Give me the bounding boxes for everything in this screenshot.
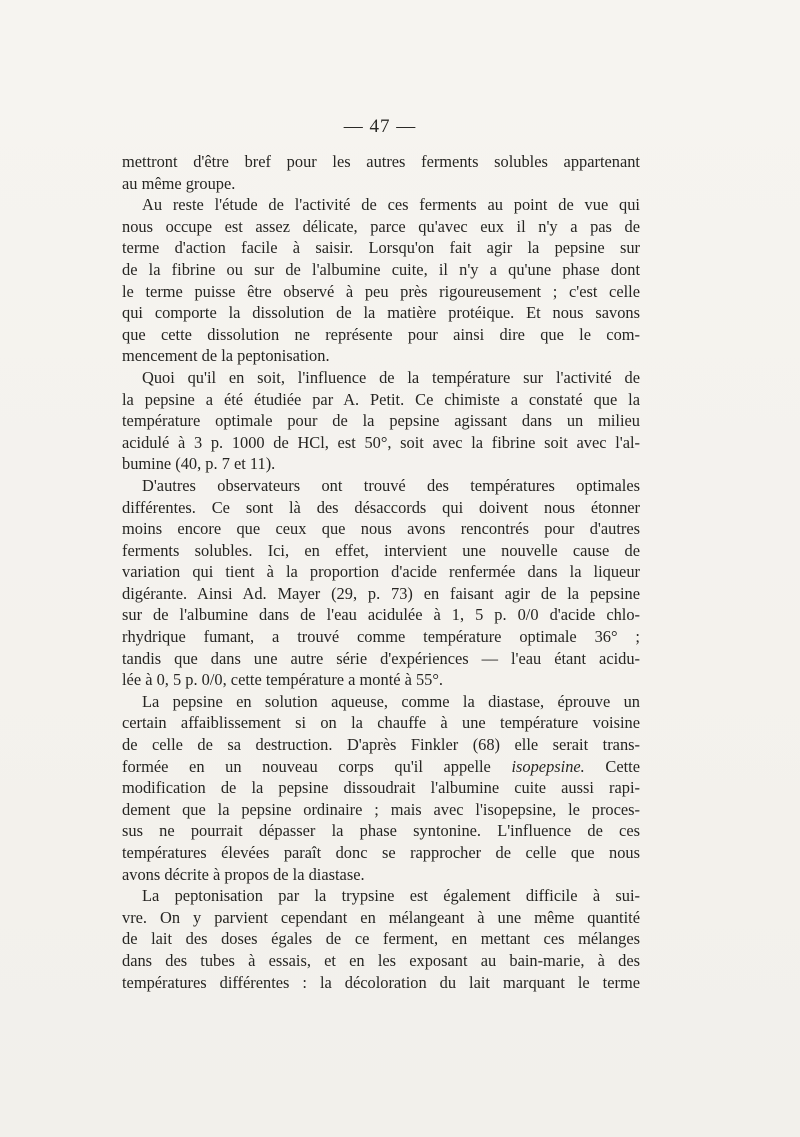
text-line: que cette dissolution ne représente pour ainsi dire que le com- xyxy=(122,324,640,344)
text-line: températures élevées paraît donc se rapprocher de celle que nous xyxy=(122,843,640,862)
text-line: digérante. Ainsi Ad. Mayer (29, p. 73) en faisant agir de la pepsine xyxy=(122,583,640,603)
paragraph-2 xyxy=(122,194,640,367)
text-line: Quoi qu'il en soit, l'influence de la température sur l'activité de xyxy=(142,367,640,387)
text-line: lée à 0, 5 p. 0/0, cette température a monté à 55°. xyxy=(122,670,444,690)
text-line: différentes. Ce sont là des désaccords qui doivent nous étonner xyxy=(122,497,640,517)
text-line: dans des tubes à essais, et en les exposant au bain-marie, à des xyxy=(122,950,640,970)
paragraph-3 xyxy=(122,367,640,475)
paragraph-1 xyxy=(122,151,640,194)
paragraph-5 xyxy=(122,691,640,885)
text-line: modification de la pepsine dissoudrait l'albumine cuite aussi rapi- xyxy=(122,778,640,798)
body-text xyxy=(122,151,640,993)
text-line: certain affaiblissement si on la chauffe à une température voisine xyxy=(122,713,640,733)
text-line: rhydrique fumant, a trouvé comme température optimale 36° ; xyxy=(122,627,640,647)
text-line: D'autres observateurs ont trouvé des températures optimales xyxy=(142,475,640,495)
text-line: de celle de sa destruction. D'après Finkler (68) elle serait trans- xyxy=(122,735,640,755)
text-line: La peptonisation par la trypsine est également difficile à sui- xyxy=(142,886,640,906)
italic-term: isopepsine. xyxy=(511,756,585,776)
text-line: température optimale pour de la pepsine agissant dans un milieu xyxy=(122,411,640,431)
text-line: sur de l'albumine dans de l'eau acidulée à 1, 5 p. 0/0 d'acide chlo- xyxy=(122,605,640,625)
text-line: sus ne pourrait dépasser la phase syntonine. L'influence de ces xyxy=(122,821,640,841)
text-line: le terme puisse être observé à peu près rigoureusement ; c'est celle xyxy=(122,281,640,301)
text-line: de lait des doses égales de ce ferment, en mettant ces mélanges xyxy=(122,929,640,949)
text-line: La pepsine en solution aqueuse, comme la diastase, éprouve un xyxy=(142,691,640,711)
text-line: au même groupe. xyxy=(122,173,236,193)
text-line: dement que la pepsine ordinaire ; mais avec l'isopepsine, le proces- xyxy=(122,799,640,819)
text-line: tandis que dans une autre série d'expériences — l'eau étant acidu- xyxy=(122,648,640,668)
text-line: la pepsine a été étudiée par A. Petit. Ce chimiste a constaté que la xyxy=(122,389,640,409)
text-line: vre. On y parvient cependant en mélangeant à une même quantité xyxy=(122,907,640,927)
page-number: — 47 — xyxy=(343,116,417,137)
text-line: acidulé à 3 p. 1000 de HCl, est 50°, soit avec la fibrine soit avec l'al- xyxy=(122,432,640,452)
text-line: températures différentes : la décoloration du lait marquant le terme xyxy=(122,972,640,992)
paragraph-4 xyxy=(122,475,640,691)
text-line: qui comporte la dissolution de la matière protéique. Et nous savons xyxy=(122,303,640,323)
text-line: mencement de la peptonisation. xyxy=(122,346,330,366)
text-line: variation qui tient à la proportion d'acide renfermée dans la liqueur xyxy=(122,562,640,582)
text-line: terme d'action facile à saisir. Lorsqu'on fait agir la pepsine sur xyxy=(122,238,640,258)
text-line: nous occupe est assez délicate, parce qu'avec eux il n'y a pas de xyxy=(122,216,640,236)
text-line: moins encore que ceux que nous avons rencontrés pour d'autres xyxy=(122,519,640,539)
text-line: de la fibrine ou sur de l'albumine cuite, il n'y a qu'une phase dont xyxy=(122,259,640,279)
text-line: bumine (40, p. 7 et 11). xyxy=(122,454,276,474)
text-line: Au reste l'étude de l'activité de ces ferments au point de vue qui xyxy=(142,195,640,215)
text-line: formée en un nouveau corps qu'il appelle isopepsine. Cette xyxy=(122,756,640,776)
text-line: avons décrite à propos de la diastase. xyxy=(122,864,365,884)
text-line: mettront d'être bref pour les autres ferments solubles appartenant xyxy=(122,152,640,171)
paragraph-6 xyxy=(122,885,640,993)
text-line: ferments solubles. Ici, en effet, intervient une nouvelle cause de xyxy=(122,540,640,560)
